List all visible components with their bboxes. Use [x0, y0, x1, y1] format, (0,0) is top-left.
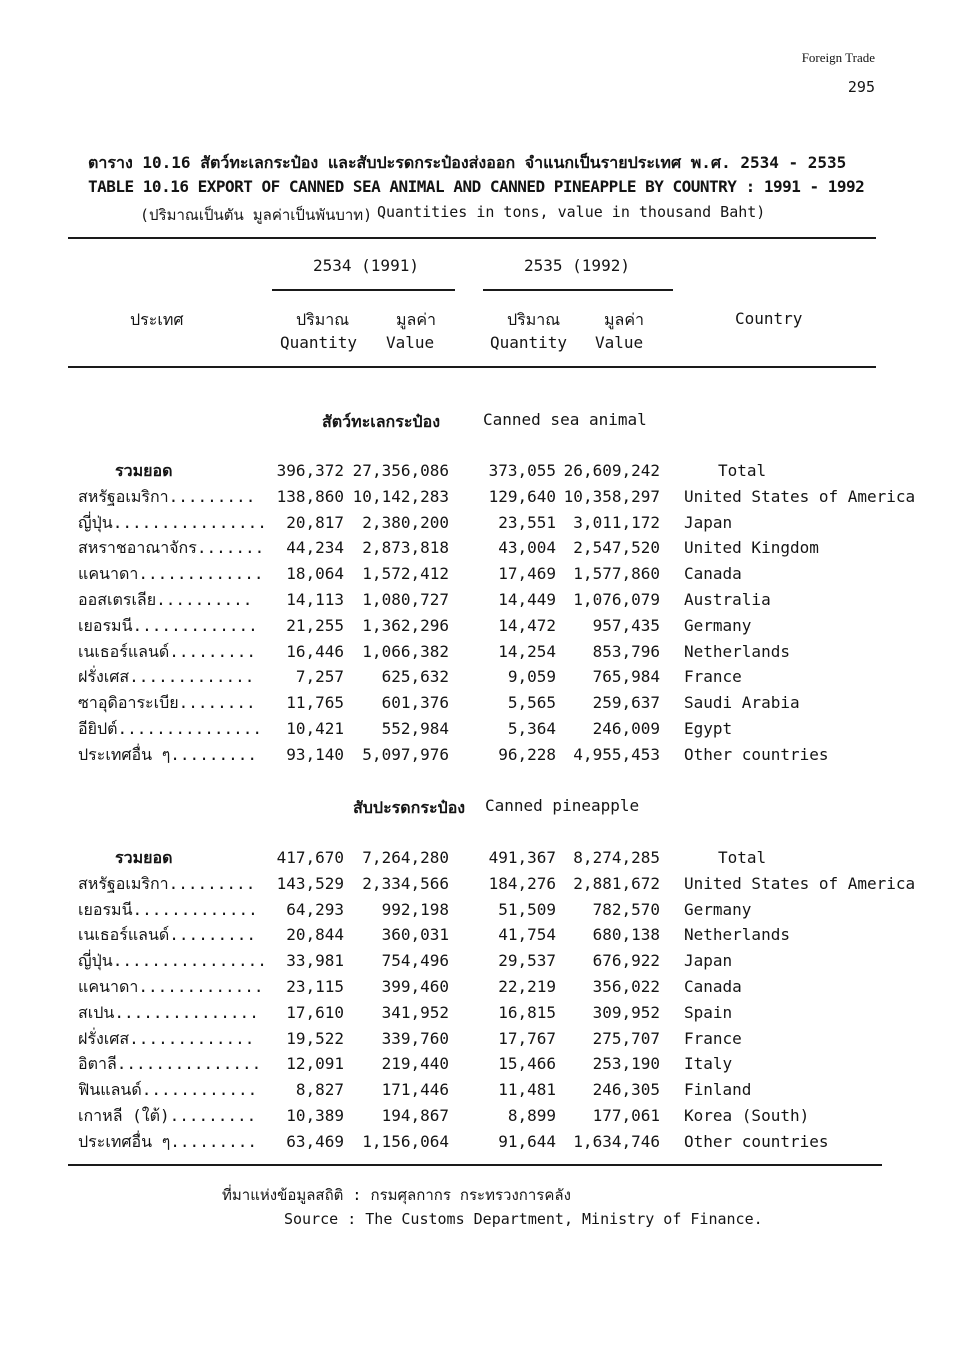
country-english: Australia	[684, 590, 771, 609]
table-row	[0, 563, 966, 588]
country-english: Japan	[684, 512, 733, 532]
quantity-1992-english: Quantity	[490, 333, 568, 352]
value-1991: 625,632	[381, 667, 449, 687]
quantity-1992: 14,472	[498, 615, 556, 635]
value-1991: 1,156,064	[362, 1131, 449, 1151]
country-english: Netherlands	[684, 641, 790, 661]
value-1992: 4,955,453	[573, 744, 660, 764]
quantity-1992: 96,228	[498, 744, 556, 764]
value-1992: 356,022	[592, 977, 660, 996]
quantity-1991: 17,610	[286, 1002, 344, 1022]
table-units-thai: (ปริมาณเป็นตัน มูลค่าเป็นพันบาท)	[140, 206, 373, 224]
country-english: Total	[718, 848, 767, 867]
value-1992: 275,707	[592, 1028, 660, 1048]
section-title-thai: สับปะรดกระป๋อง	[353, 798, 466, 817]
country-english: Canada	[684, 564, 742, 584]
country-english: Korea (South)	[684, 1106, 810, 1125]
country-thai: รวมยอด	[115, 848, 173, 867]
value-1992: 259,637	[592, 693, 660, 713]
country-thai: สหรัฐอเมริกา.........	[78, 873, 256, 893]
value-1992: 1,076,079	[573, 590, 660, 609]
value-1991: 2,380,200	[362, 512, 449, 532]
value-1991: 10,142,283	[352, 486, 449, 506]
source-thai: ที่มาแห่งข้อมูลสถิติ : กรมศุลกากร กระทรวงการคลัง	[222, 1186, 571, 1204]
table-row	[0, 641, 966, 666]
country-thai: เกาหลี (ใต้).........	[78, 1106, 257, 1125]
value-1991: 1,080,727	[362, 590, 449, 609]
country-header-english: Country	[735, 309, 803, 328]
country-english: Netherlands	[684, 925, 790, 945]
quantity-1992: 373,055	[488, 461, 556, 480]
year-1991-header: 2534 (1991)	[313, 256, 419, 275]
quantity-1991: 138,860	[276, 486, 344, 506]
quantity-1992: 43,004	[498, 538, 556, 558]
table-top-rule	[68, 237, 876, 239]
value-1991: 1,066,382	[362, 641, 449, 661]
country-thai: ออสเตรเลีย..........	[78, 590, 253, 609]
quantity-1991: 11,765	[286, 693, 344, 713]
source-english: Source : The Customs Department, Ministry of Finance.	[284, 1210, 763, 1228]
country-english: Japan	[684, 951, 733, 971]
quantity-1992: 51,509	[498, 899, 556, 919]
country-thai: ซาอุดิอาระเบีย........	[78, 693, 256, 713]
value-1991: 360,031	[381, 925, 449, 945]
country-thai: สเปน...............	[78, 1002, 259, 1022]
country-english: Saudi Arabia	[684, 693, 800, 713]
table-row	[0, 486, 966, 511]
quantity-1992: 17,469	[498, 564, 556, 584]
country-english: United States of America	[684, 873, 916, 893]
table-row-total	[0, 847, 966, 872]
table-row	[0, 718, 966, 743]
country-english: Italy	[684, 1054, 733, 1074]
country-thai: ประเทศอื่น ๆ.........	[78, 1131, 257, 1151]
section-title-english: Canned sea animal	[483, 410, 647, 429]
value-1992: 26,609,242	[563, 461, 660, 480]
table-row	[0, 1053, 966, 1078]
value-1991: 2,873,818	[362, 538, 449, 558]
quantity-1992: 22,219	[498, 977, 556, 996]
country-thai: ญี่ปุ่น................	[78, 512, 267, 532]
quantity-1992-thai: ปริมาณ	[507, 310, 561, 329]
quantity-1991: 20,844	[286, 925, 344, 945]
year-1992-header: 2535 (1992)	[524, 256, 630, 275]
value-1991: 601,376	[381, 693, 449, 713]
table-row-total	[0, 460, 966, 485]
table-bottom-rule	[68, 1164, 882, 1166]
quantity-1992: 16,815	[498, 1002, 556, 1022]
country-thai: แคนาดา.............	[78, 977, 264, 996]
table-row	[0, 924, 966, 949]
quantity-1991: 16,446	[286, 641, 344, 661]
table-row	[0, 950, 966, 975]
country-english: Germany	[684, 899, 752, 919]
table-row	[0, 615, 966, 640]
country-thai: เยอรมนี.............	[78, 899, 258, 919]
quantity-1992: 9,059	[507, 667, 556, 687]
quantity-1992: 29,537	[498, 951, 556, 971]
value-1991-thai: มูลค่า	[396, 310, 437, 329]
value-1991: 754,496	[381, 951, 449, 971]
country-thai: แคนาดา.............	[78, 564, 264, 584]
quantity-1991: 64,293	[286, 899, 344, 919]
section-title-english: Canned pineapple	[485, 796, 640, 815]
country-thai: เนเธอร์แลนด์.........	[78, 925, 256, 945]
quantity-1991: 21,255	[286, 615, 344, 635]
country-english: Total	[718, 461, 767, 480]
quantity-1991-thai: ปริมาณ	[296, 310, 350, 329]
country-english: Egypt	[684, 719, 733, 738]
value-1992-thai: มูลค่า	[604, 310, 645, 329]
country-thai: สหรัฐอเมริกา.........	[78, 486, 256, 506]
value-1992: 309,952	[592, 1002, 660, 1022]
value-1991: 194,867	[381, 1106, 449, 1125]
quantity-1991: 23,115	[286, 977, 344, 996]
quantity-1992: 5,565	[507, 693, 556, 713]
value-1991: 399,460	[381, 977, 449, 996]
value-1992: 1,577,860	[573, 564, 660, 584]
country-thai: เยอรมนี.............	[78, 615, 258, 635]
table-row	[0, 1002, 966, 1027]
table-row	[0, 692, 966, 717]
value-1991: 2,334,566	[362, 873, 449, 893]
country-english: France	[684, 1028, 742, 1048]
country-english: United States of America	[684, 486, 916, 506]
table-row	[0, 537, 966, 562]
value-1992: 3,011,172	[573, 512, 660, 532]
value-1992: 676,922	[592, 951, 660, 971]
table-row	[0, 589, 966, 614]
value-1992: 177,061	[592, 1106, 660, 1125]
quantity-1992: 23,551	[498, 512, 556, 532]
page-number: 295	[847, 78, 875, 96]
table-row	[0, 744, 966, 769]
value-1992: 957,435	[592, 615, 660, 635]
value-1991-english: Value	[386, 333, 435, 352]
year-1992-underline	[483, 289, 673, 291]
value-1992: 1,634,746	[573, 1131, 660, 1151]
country-header-thai: ประเทศ	[130, 310, 184, 329]
table-row	[0, 1028, 966, 1053]
quantity-1992: 41,754	[498, 925, 556, 945]
country-english: France	[684, 667, 742, 687]
value-1991: 171,446	[381, 1080, 449, 1100]
value-1991: 219,440	[381, 1054, 449, 1074]
country-english: Finland	[684, 1080, 752, 1100]
quantity-1991: 7,257	[295, 667, 344, 687]
value-1991: 7,264,280	[362, 848, 449, 867]
table-row	[0, 1105, 966, 1130]
value-1992: 2,547,520	[573, 538, 660, 558]
quantity-1991: 33,981	[286, 951, 344, 971]
value-1992: 680,138	[592, 925, 660, 945]
value-1992: 765,984	[592, 667, 660, 687]
value-1992: 246,009	[592, 719, 660, 738]
year-1991-underline	[272, 289, 455, 291]
value-1992: 2,881,672	[573, 873, 660, 893]
country-english: Other countries	[684, 744, 829, 764]
quantity-1992: 15,466	[498, 1054, 556, 1074]
table-row	[0, 976, 966, 1001]
quantity-1991: 18,064	[286, 564, 344, 584]
quantity-1992: 17,767	[498, 1028, 556, 1048]
country-english: Canada	[684, 977, 742, 996]
quantity-1992: 11,481	[498, 1080, 556, 1100]
value-1992: 853,796	[592, 641, 660, 661]
country-thai: ประเทศอื่น ๆ.........	[78, 744, 257, 764]
quantity-1991: 396,372	[276, 461, 344, 480]
table-units-english: Quantities in tons, value in thousand Baht)	[377, 203, 766, 221]
value-1991: 5,097,976	[362, 744, 449, 764]
table-row	[0, 1079, 966, 1104]
quantity-1992: 14,254	[498, 641, 556, 661]
quantity-1992: 8,899	[507, 1106, 556, 1125]
table-row	[0, 899, 966, 924]
quantity-1991: 20,817	[286, 512, 344, 532]
value-1992: 246,305	[592, 1080, 660, 1100]
table-title-english: TABLE 10.16 EXPORT OF CANNED SEA ANIMAL AND CANNED PINEAPPLE BY COUNTRY : 1991 - 1992	[88, 177, 865, 196]
quantity-1992: 5,364	[507, 719, 556, 738]
quantity-1991: 417,670	[276, 848, 344, 867]
quantity-1991: 19,522	[286, 1028, 344, 1048]
value-1991: 552,984	[381, 719, 449, 738]
quantity-1991: 44,234	[286, 538, 344, 558]
quantity-1991: 10,389	[286, 1106, 344, 1125]
quantity-1991: 63,469	[286, 1131, 344, 1151]
table-title-thai: ตาราง 10.16 สัตว์ทะเลกระป๋อง และสับปะรดกระป๋องส่งออก จำแนกเป็นรายประเทศ พ.ศ. 2534 - 2535	[88, 153, 847, 172]
quantity-1991: 12,091	[286, 1054, 344, 1074]
table-row	[0, 666, 966, 691]
value-1992: 253,190	[592, 1054, 660, 1074]
value-1992: 10,358,297	[563, 486, 660, 506]
section-title-thai: สัตว์ทะเลกระป๋อง	[322, 412, 441, 431]
value-1991: 1,572,412	[362, 564, 449, 584]
quantity-1992: 14,449	[498, 590, 556, 609]
country-thai: ญี่ปุ่น................	[78, 951, 267, 971]
value-1992: 782,570	[592, 899, 660, 919]
table-row	[0, 1131, 966, 1156]
quantity-1991-english: Quantity	[280, 333, 358, 352]
country-thai: เนเธอร์แลนด์.........	[78, 641, 256, 661]
quantity-1991: 8,827	[295, 1080, 344, 1100]
country-thai: อียิปต์...............	[78, 719, 263, 738]
country-thai: อิตาลี...............	[78, 1054, 262, 1074]
quantity-1992: 129,640	[488, 486, 556, 506]
value-1992-english: Value	[595, 333, 644, 352]
country-thai: รวมยอด	[115, 461, 173, 480]
value-1991: 1,362,296	[362, 615, 449, 635]
country-english: United Kingdom	[684, 538, 819, 558]
quantity-1992: 91,644	[498, 1131, 556, 1151]
header-bottom-rule	[68, 366, 876, 368]
running-header: Foreign Trade	[801, 50, 875, 65]
country-thai: ฝรั่งเศส.............	[78, 1028, 255, 1048]
quantity-1991: 10,421	[286, 719, 344, 738]
country-thai: ฝรั่งเศส.............	[78, 667, 255, 687]
table-row	[0, 873, 966, 898]
country-thai: ฟินแลนด์............	[78, 1080, 258, 1100]
value-1991: 341,952	[381, 1002, 449, 1022]
quantity-1991: 143,529	[276, 873, 344, 893]
table-row	[0, 512, 966, 537]
country-english: Spain	[684, 1002, 733, 1022]
country-english: Other countries	[684, 1131, 829, 1151]
value-1991: 27,356,086	[352, 461, 449, 480]
quantity-1992: 184,276	[488, 873, 556, 893]
country-thai: สหราชอาณาจักร.......	[78, 538, 265, 558]
country-english: Germany	[684, 615, 752, 635]
value-1991: 992,198	[381, 899, 449, 919]
quantity-1991: 93,140	[286, 744, 344, 764]
quantity-1992: 491,367	[488, 848, 556, 867]
value-1991: 339,760	[381, 1028, 449, 1048]
value-1992: 8,274,285	[573, 848, 660, 867]
quantity-1991: 14,113	[286, 590, 344, 609]
